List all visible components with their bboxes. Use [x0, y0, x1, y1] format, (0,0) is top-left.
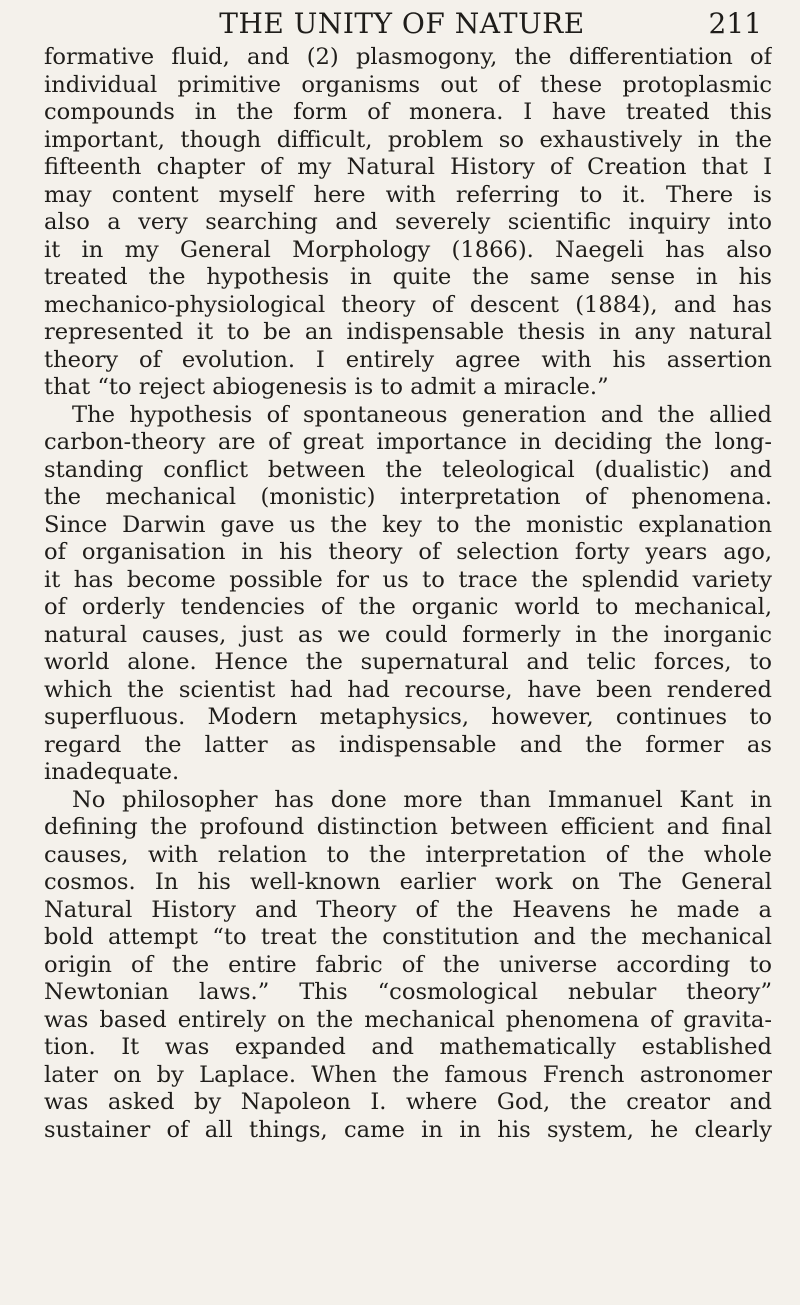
- page-number: 211: [708, 7, 762, 40]
- text-line: origin of the entire fabric of the universe according to: [44, 951, 772, 978]
- text-line: inadequate.: [44, 759, 180, 785]
- text-line: which the scientist had had recourse, have been rendered: [44, 676, 772, 703]
- text-line: important, though difficult, problem so exhaustively in the: [44, 126, 772, 153]
- text-line: individual primitive organisms out of these protoplasmic: [44, 71, 772, 98]
- text-line: carbon-theory are of great importance in deciding the long-: [44, 429, 772, 455]
- text-line: it in my General Morphology (1866). Naegeli has also: [44, 236, 772, 263]
- text-line: bold attempt “to treat the constitution and the mechanical: [44, 924, 772, 950]
- text-line: world alone. Hence the supernatural and telic forces, to: [44, 649, 772, 675]
- text-line: tion. It was expanded and mathematically established: [44, 1034, 772, 1060]
- text-line: later on by Laplace. When the famous French astronomer: [44, 1061, 772, 1088]
- text-line: was based entirely on the mechanical phenomena of gravita-: [44, 1006, 772, 1033]
- text-line: sustainer of all things, came in in his system, he clearly: [44, 1116, 772, 1143]
- text-line: natural causes, just as we could formerly in the inorganic: [44, 621, 772, 648]
- text-line: Natural History and Theory of the Heavens he made a: [44, 896, 772, 923]
- text-line: the mechanical (monistic) interpretation of phenomena.: [44, 484, 772, 510]
- text-line: mechanico-physiological theory of descent (1884), and has: [44, 291, 772, 318]
- text-line: cosmos. In his well-known earlier work on The General: [44, 869, 772, 895]
- page-header: [42, 6, 762, 42]
- text-line: Newtonian laws.” This “cosmological nebular theory”: [44, 979, 772, 1005]
- text-line: The hypothesis of spontaneous generation and the allied: [72, 401, 772, 428]
- text-line: it has become possible for us to trace the splendid variety: [44, 566, 772, 593]
- text-line: formative fluid, and (2) plasmogony, the differentiation of: [44, 44, 772, 70]
- text-line: Since Darwin gave us the key to the monistic explanation: [44, 511, 772, 538]
- text-line: No philosopher has done more than Immanuel Kant in: [72, 786, 772, 813]
- text-line: also a very searching and severely scientific inquiry into: [44, 209, 772, 235]
- body-text: [44, 44, 772, 1144]
- text-line: regard the latter as indispensable and the former as: [44, 731, 772, 758]
- text-line: may content myself here with referring to it. There is: [44, 181, 772, 208]
- text-line: compounds in the form of monera. I have treated this: [44, 99, 772, 125]
- text-line: causes, with relation to the interpretation of the whole: [44, 841, 772, 868]
- text-line: of orderly tendencies of the organic world to mechanical,: [44, 594, 772, 620]
- running-title: THE UNITY OF NATURE: [219, 7, 585, 40]
- text-line: defining the profound distinction between efficient and final: [44, 814, 772, 840]
- text-line: of organisation in his theory of selection forty years ago,: [44, 539, 772, 565]
- text-line: was asked by Napoleon I. where God, the creator and: [44, 1089, 772, 1115]
- text-line: fifteenth chapter of my Natural History of Creation that I: [44, 154, 772, 180]
- text-line: treated the hypothesis in quite the same sense in his: [44, 264, 772, 290]
- text-line: theory of evolution. I entirely agree with his assertion: [44, 346, 772, 373]
- text-line: superfluous. Modern metaphysics, however, continues to: [44, 704, 772, 730]
- text-line: standing conflict between the teleological (dualistic) and: [44, 456, 772, 483]
- text-line: that “to reject abiogenesis is to admit a miracle.”: [44, 374, 609, 400]
- text-line: represented it to be an indispensable thesis in any natural: [44, 319, 772, 345]
